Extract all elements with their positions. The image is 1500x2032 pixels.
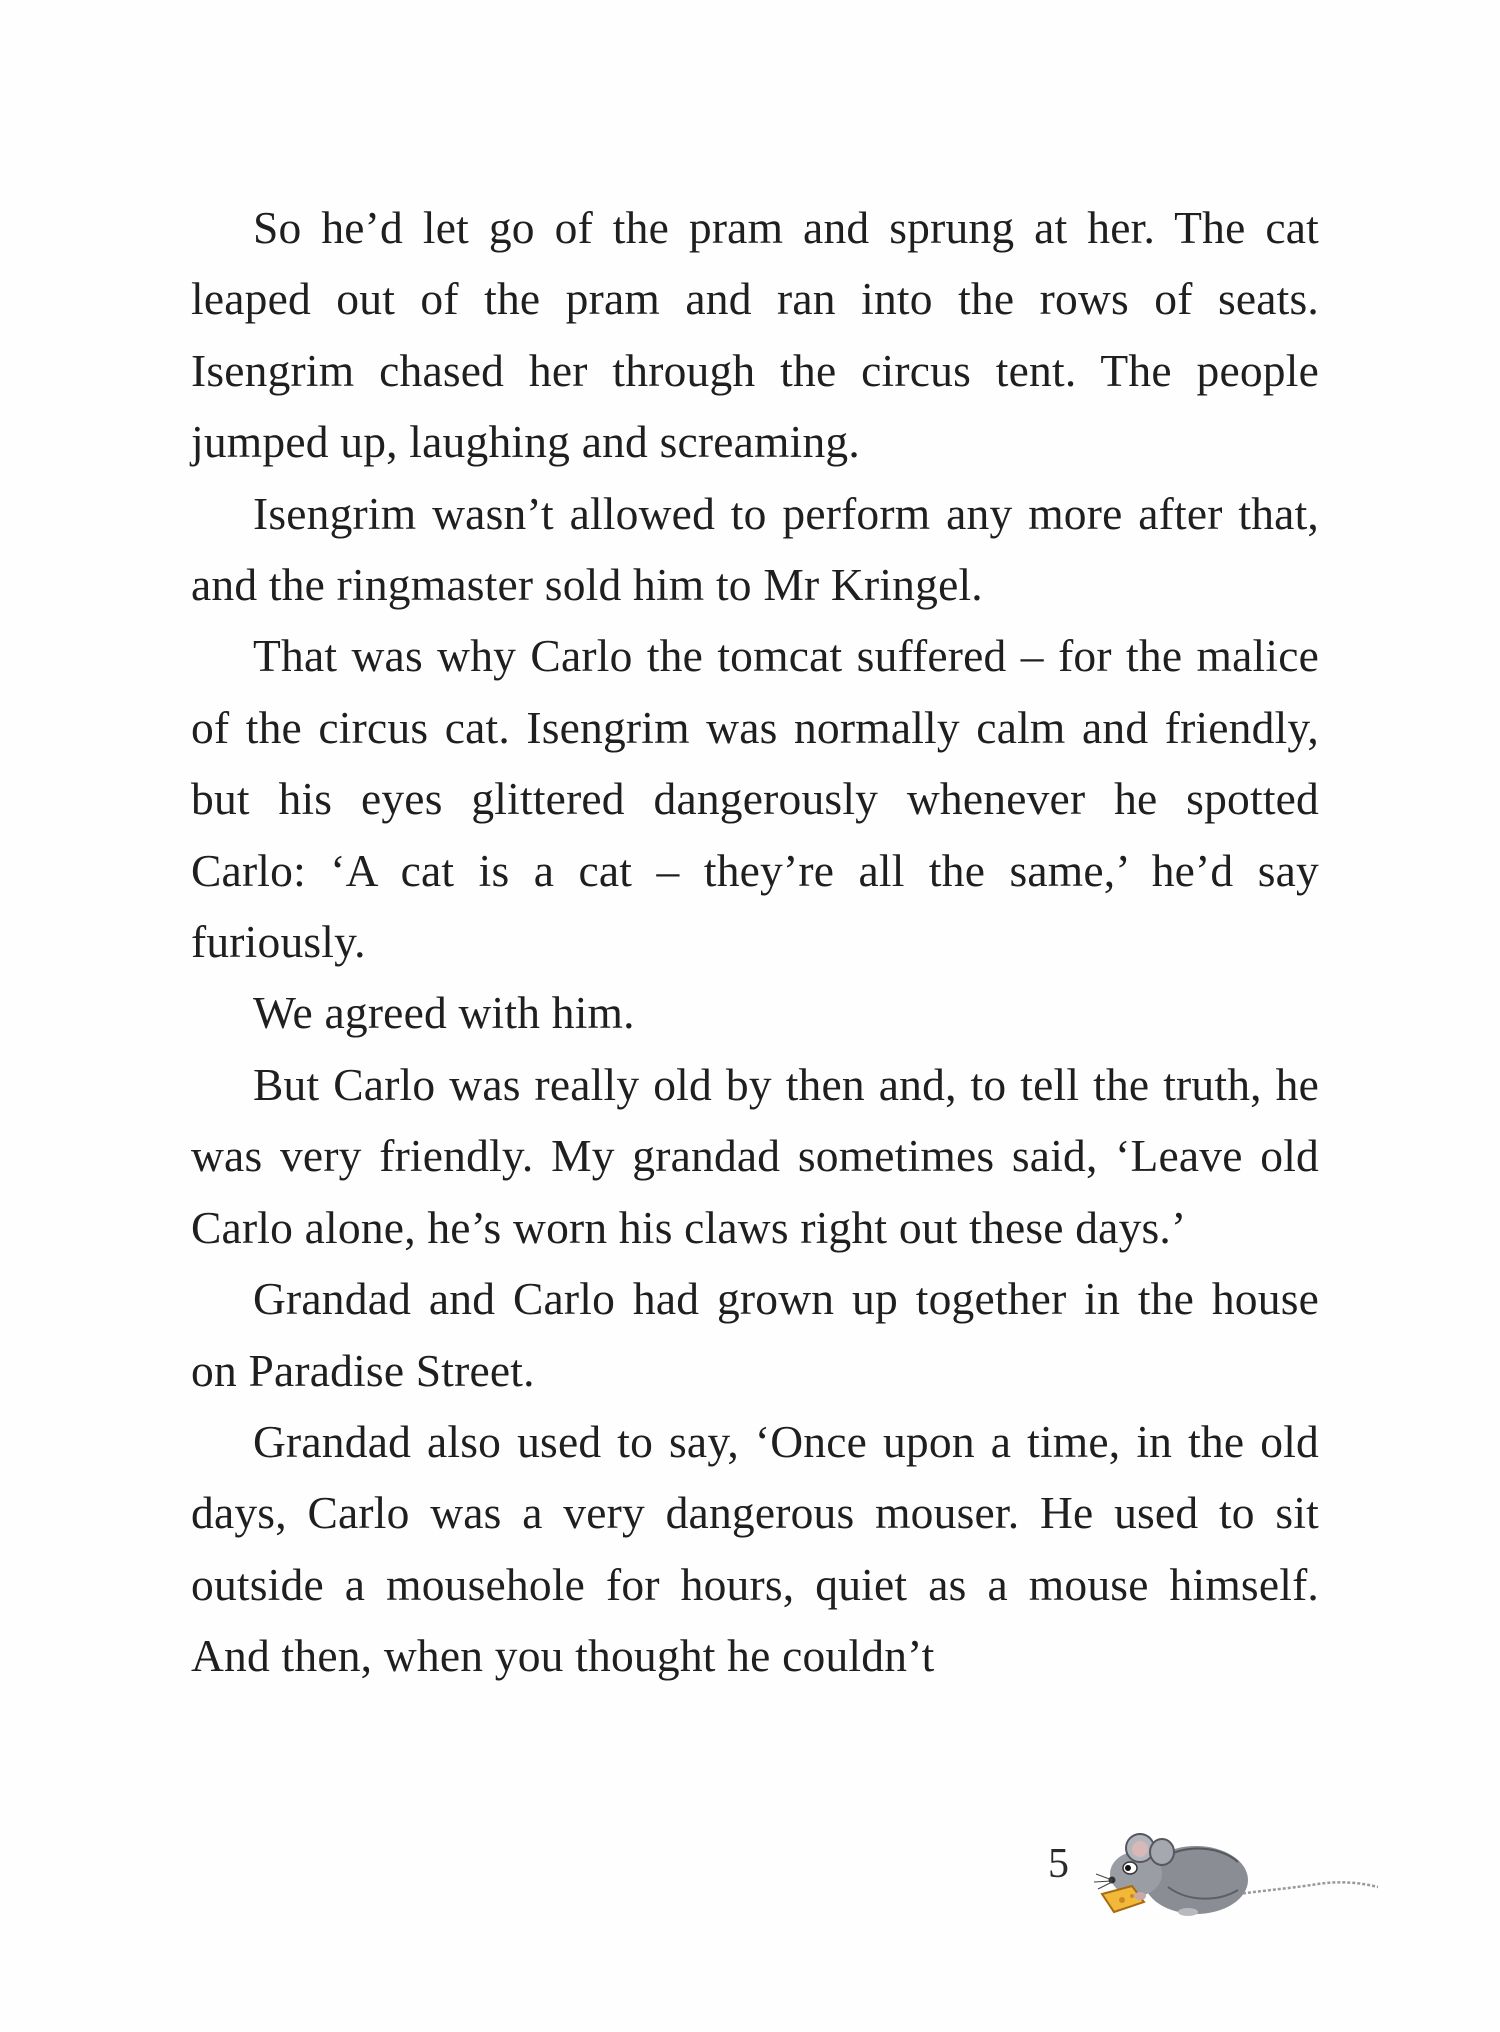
paragraph: Grandad also used to say, ‘Once upon a time, in the old days, Carlo was a very dangerous mouser. He used to sit outside a mousehole for hours, quiet as a mouse himself. And then, when you thought he couldn’t <box>191 1415 1319 1682</box>
paragraph: But Carlo was really old by then and, to tell the truth, he was very friendly. My grandad sometimes said, ‘Leave old Carlo alone, he’s worn his claws right out these days.’ <box>191 1058 1319 1253</box>
paragraph: Grandad and Carlo had grown up together in the house on Paradise Street. <box>191 1273 1319 1396</box>
page-number: 5 <box>1048 1841 1069 1887</box>
body-text <box>191 192 1319 1692</box>
paragraph: So he’d let go of the pram and sprung at her. The cat leaped out of the pram and ran into the rows of seats. Isengrim chased her through the circus tent. The people jumped up, laughing and screaming. <box>191 202 1319 468</box>
paragraph: That was why Carlo the tomcat suffered – for the malice of the circus cat. Isengrim was normally calm and friendly, but his eyes glittered dangerously whenever he spotted Carlo: ‘A cat is a cat – they’re all the same,’ he’d say furiously. <box>191 630 1319 968</box>
mouse-illustration-icon <box>1088 1832 1388 1922</box>
paragraph: Isengrim wasn’t allowed to perform any more after that, and the ringmaster sold him to Mr Kringel. <box>191 487 1319 611</box>
paragraph: We agreed with him. <box>253 987 635 1039</box>
